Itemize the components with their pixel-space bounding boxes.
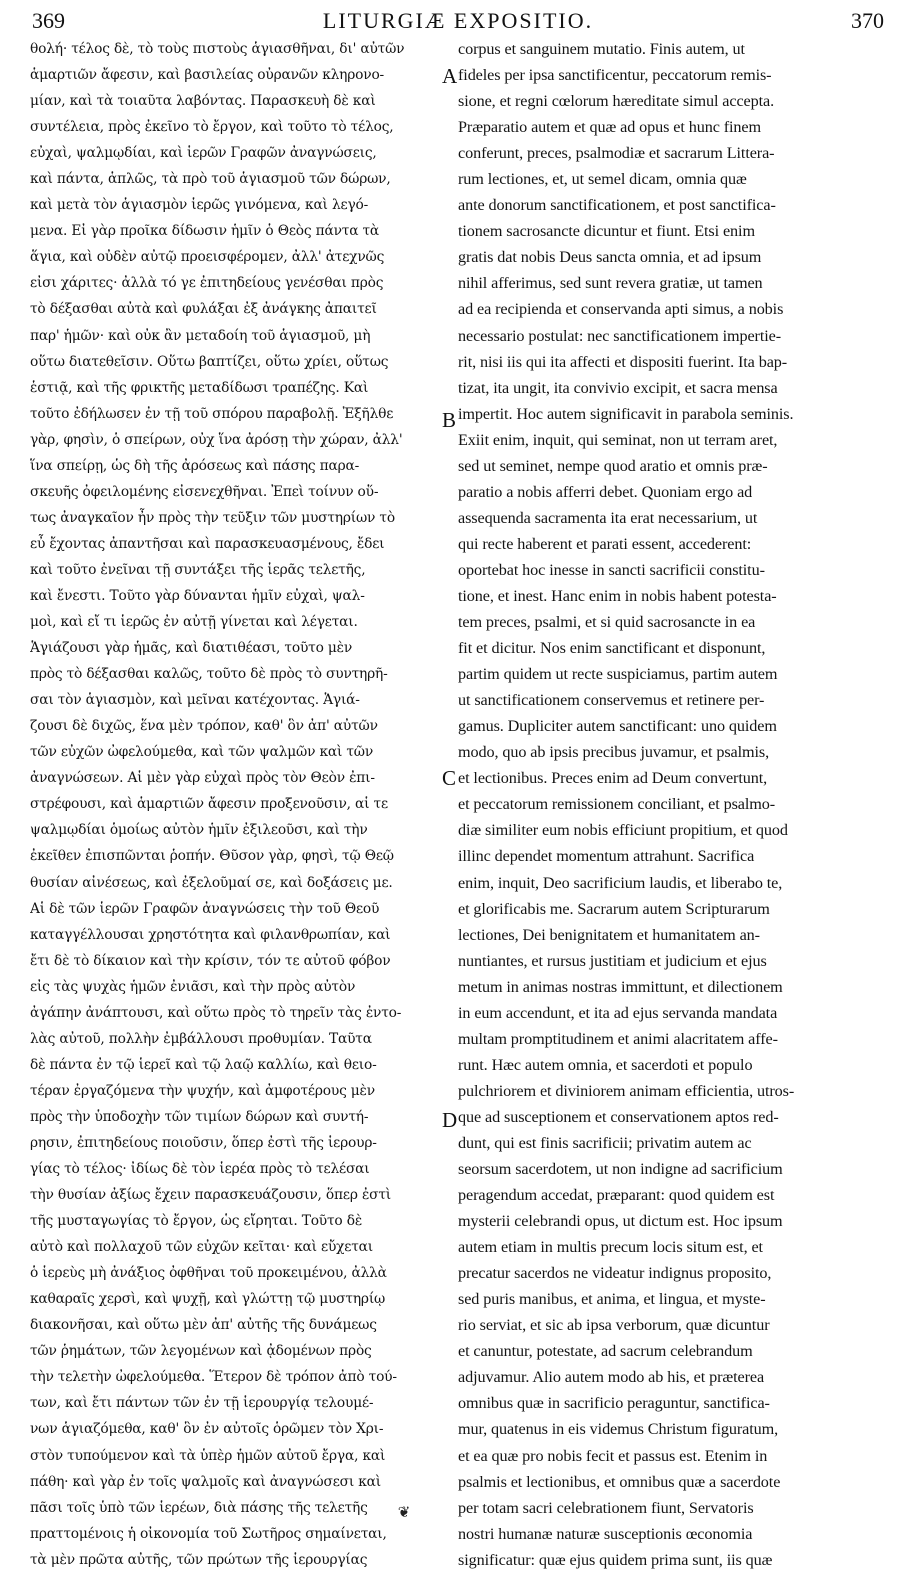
latin-text-line: et glorificabis me. Sacrarum autem Scripturarum bbox=[458, 899, 770, 918]
latin-text-line: metum in animas nostras immittunt, et dilectionem bbox=[458, 977, 783, 996]
latin-text-line: in eum accendunt, et ita ad ejus servanda mandata bbox=[458, 1003, 778, 1022]
greek-text-line: εὖ ἔχοντας ἀπαντῆσαι καὶ παρασκευασμένους, ἔδει bbox=[30, 535, 385, 552]
greek-text-line: εἰς τὰς ψυχὰς ἡμῶν ἐνιᾶσι, καὶ τὴν πρὸς αὐτὸν bbox=[30, 978, 356, 995]
latin-text-line: nostri humanæ naturæ susceptionis œconomia bbox=[458, 1524, 753, 1543]
section-marker-a: A bbox=[442, 64, 458, 88]
latin-text-line: ante donorum sanctificationem, et post sanctifica- bbox=[458, 196, 776, 215]
greek-text-line: πρὸς τὴν ὑποδοχὴν τῶν τιμίων δώρων καὶ συντή- bbox=[30, 1108, 369, 1125]
greek-text-line: ἔτι δὲ τὸ δίκαιον καὶ τὴν κρίσιν, τόν τε αὐτοῦ φόβον bbox=[30, 952, 391, 969]
greek-text-line: τέραν ἐργαζόμενα τὴν ψυχήν, καὶ ἀμφοτέρους μὲν bbox=[30, 1082, 375, 1099]
latin-text-line: autem etiam in multis precum locis situm est, et bbox=[458, 1238, 763, 1257]
latin-text-line: tem preces, psalmi, et si quid sacrosancte in ea bbox=[458, 613, 756, 632]
latin-text-line: mysterii celebrandi opus, ut dictum est. Hoc ipsum bbox=[458, 1212, 783, 1231]
latin-text-line: per totam sacri celebrationem fiunt, Servatoris bbox=[458, 1498, 754, 1517]
section-marker-b: B bbox=[442, 408, 457, 432]
greek-text-line: τὰ μὲν πρῶτα αὐτῆς, τῶν πρώτων τῆς ἱερουργίας bbox=[30, 1551, 368, 1568]
running-header bbox=[32, 6, 884, 36]
greek-text-line: τῆς μυσταγωγίας τὸ ἔργον, ὡς εἴρηται. Τοῦτο δὲ bbox=[30, 1213, 363, 1230]
greek-text-line: καὶ τοῦτο ἐνεῖναι τῇ συντάξει τῆς ἱερᾶς τελετῆς, bbox=[30, 561, 366, 578]
greek-text-line: διακονῆσαι, καὶ οὕτω μὲν ἀπ' αὐτῆς τῆς δυνάμεως bbox=[30, 1317, 377, 1334]
greek-text-line: στρέφουσι, καὶ ἁμαρτιῶν ἄφεσιν προξενοῦσιν, αἱ τε bbox=[30, 796, 388, 813]
greek-text-line: λὰς αὐτοῦ, πολλὴν ἐμβάλλουσι προθυμίαν. Ταῦτα bbox=[30, 1030, 372, 1047]
latin-text-line: tizat, ita ungit, ita convivio excipit, et sacra mensa bbox=[458, 378, 778, 397]
page-number-left: 369 bbox=[32, 8, 65, 33]
latin-text-line: impertit. Hoc autem significavit in parabola seminis. bbox=[458, 404, 794, 423]
greek-column bbox=[30, 36, 460, 1573]
greek-text-line: ἵνα σπείρῃ, ὡς δὴ τῆς ἀρόσεως καὶ πάσης παρα- bbox=[30, 457, 360, 474]
greek-text-line: γίας τὸ τέλος· ἰδίως δὲ τὸν ἱερέα πρὸς τὸ τελέσαι bbox=[30, 1161, 370, 1178]
latin-text-line: illinc dependet momentum attrahunt. Sacrifica bbox=[458, 847, 755, 866]
greek-text-line: στὸν τυπούμενον καὶ τὰ ὑπὲρ ἡμῶν αὐτοῦ ἔργα, καὶ bbox=[30, 1447, 386, 1464]
greek-text-line: τὴν τελετὴν ὠφελούμεθα. Ἕτερον δὲ τρόπον ἀπὸ τού- bbox=[30, 1369, 397, 1386]
latin-text-line: rit, nisi iis qui ita affecti et dispositi fuerint. Ita bap- bbox=[458, 352, 788, 371]
greek-text-line: μενα. Εἰ γὰρ προῖκα δίδωσιν ἡμῖν ὁ Θεὸς πάντα τὰ bbox=[30, 223, 380, 240]
running-title: LITURGIÆ EXPOSITIO. bbox=[322, 8, 594, 33]
latin-text-line: tione, et inest. Hanc enim in nobis habent potesta- bbox=[458, 586, 777, 605]
greek-text-line: αὐτὸ καὶ πολλαχοῦ τῶν εὐχῶν κεῖται· καὶ εὔχεται bbox=[30, 1239, 374, 1256]
latin-text-line: sed ut seminet, nempe quod aratio et omnis præ- bbox=[458, 456, 768, 475]
latin-text-line: runt. Hæc autem omnia, et sacerdoti et populo bbox=[458, 1055, 753, 1074]
page-number-right: 370 bbox=[851, 8, 884, 33]
ornament-mark: ❦ bbox=[397, 1503, 411, 1521]
greek-text-line: θυσίαν αἰνέσεως, καὶ ἐξελοῦμαί σε, καὶ δοξάσεις με. bbox=[30, 874, 393, 891]
latin-text-line: et ea quæ pro nobis fecit et passus est. Etenim in bbox=[458, 1446, 768, 1465]
greek-text-line: καὶ μετὰ τὸν ἁγιασμὸν ἱερῶς γινόμενα, καὶ λεγό- bbox=[30, 197, 369, 214]
latin-text-line: ad ea recipienda et conservanda apti simus, a nobis bbox=[458, 300, 784, 319]
greek-text-line: συντέλεια, πρὸς ἐκεῖνο τὸ ἔργον, καὶ τοῦτο τὸ τέλος, bbox=[30, 119, 394, 136]
greek-text-line: τὸ δέξασθαι αὐτὰ καὶ φυλάξαι ἐξ ἀνάγκης ἀπαιτεῖ bbox=[30, 301, 377, 318]
latin-text-line: fideles per ipsa sanctificentur, peccatorum remis- bbox=[458, 66, 772, 85]
greek-text-line: σκευῆς ὀφειλομένης εἰσενεχθῆναι. Ἐπεὶ τοίνυν οὕ- bbox=[30, 483, 379, 500]
greek-text-line: νων ἁγιαζόμεθα, καθ' ὃν ἐν αὐτοῖς ὁρῶμεν τὸν Χρι- bbox=[30, 1421, 384, 1438]
greek-text-line: μοὶ, καὶ εἴ τι ἱερῶς ἐν αὐτῇ γίνεται καὶ λέγεται. bbox=[30, 614, 358, 631]
latin-text-line: Exiit enim, inquit, qui seminat, non ut terram aret, bbox=[458, 430, 778, 449]
greek-text-line: των, καὶ ἔτι πάντων τῶν ἐν τῇ ἱερουργίᾳ τελουμέ- bbox=[30, 1395, 374, 1412]
latin-text-line: seorsum sacerdotem, ut non indigne ad sacrificium bbox=[458, 1160, 783, 1179]
greek-text-line: ἐκεῖθεν ἐπισπῶνται ῥοπήν. Θῦσον γὰρ, φησὶ, τῷ Θεῷ bbox=[30, 848, 394, 865]
latin-text-line: necessario postulat: nec sanctificationem impertie- bbox=[458, 326, 782, 345]
greek-text-line: τως ἀναγκαῖον ἦν πρὸς τὴν τεῦξιν τῶν μυστηρίων τὸ bbox=[30, 509, 395, 526]
latin-text-line: gamus. Dupliciter autem sanctificant: uno quidem bbox=[458, 717, 777, 736]
greek-text-line: παρ' ἡμῶν· καὶ οὐκ ἂν μεταδοίη τοῦ ἁγιασμοῦ, μὴ bbox=[30, 327, 371, 344]
latin-text-line: et lectionibus. Preces enim ad Deum convertunt, bbox=[458, 769, 768, 788]
latin-text-line: significatur: quæ ejus quidem prima sunt, iis quæ bbox=[458, 1550, 773, 1569]
greek-text-line: πᾶσι τοῖς ὑπὸ τῶν ἱερέων, διὰ πάσης τῆς τελετῆς bbox=[30, 1499, 368, 1516]
greek-text-line: καὶ ἔνεστι. Τοῦτο γὰρ δύνανται ἡμῖν εὐχαὶ, ψαλ- bbox=[30, 587, 365, 604]
section-marker-c: C bbox=[442, 766, 457, 790]
latin-text-line: mur, quatenus in eis videmus Christum figuratum, bbox=[458, 1420, 779, 1439]
greek-text-line: πάθη· καὶ γὰρ ἐν τοῖς ψαλμοῖς καὶ ἀναγνώσεσι καὶ bbox=[30, 1473, 382, 1490]
greek-text-line: καθαραῖς χερσὶ, καὶ ψυχῇ, καὶ γλώττῃ τῷ μυστηρίῳ bbox=[30, 1291, 386, 1308]
latin-text-line: peragendum accedat, præparant: quod quidem est bbox=[458, 1186, 775, 1205]
greek-text-line: Ἁγιάζουσι γὰρ ἡμᾶς, καὶ διατιθέασι, τοῦτο μὲν bbox=[30, 640, 353, 657]
latin-text-line: omnibus quæ in sacrificio peraguntur, sanctifica- bbox=[458, 1394, 770, 1413]
latin-text-line: gratis dat nobis Deus sancta omnia, et ad ipsum bbox=[458, 248, 762, 267]
greek-text-line: τὴν θυσίαν ἀξίως ἔχειν παρασκευάζουσιν, ὅπερ ἐστὶ bbox=[30, 1187, 392, 1204]
latin-text-line: sed puris manibus, et anima, et lingua, et myste- bbox=[458, 1290, 766, 1309]
latin-text-line: corpus et sanguinem mutatio. Finis autem, ut bbox=[458, 40, 745, 58]
latin-text-line: diæ similiter eum nobis efficiunt propitium, et quod bbox=[458, 821, 788, 840]
greek-text-line: Αἱ δὲ τῶν ἱερῶν Γραφῶν ἀναγνώσεις τὴν τοῦ Θεοῦ bbox=[30, 900, 380, 917]
greek-text-line: τοῦτο ἐδήλωσεν ἐν τῇ τοῦ σπόρου παραβολῇ. Ἐξῆλθε bbox=[30, 405, 394, 422]
greek-text-line: ζουσι δὲ διχῶς, ἕνα μὲν τρόπον, καθ' ὃν ἀπ' αὐτῶν bbox=[30, 718, 378, 735]
greek-text-line: μίαν, καὶ τὰ τοιαῦτα λαβόντας. Παρασκευὴ δὲ καὶ bbox=[30, 93, 376, 110]
greek-text-line: ἅγια, καὶ οὐδὲν αὐτῷ προεισφέρομεν, ἀλλ' ἀτεχνῶς bbox=[30, 249, 385, 266]
greek-text-line: πρὸς τὸ δέξασθαι καλῶς, τοῦτο δὲ πρὸς τὸ συντηρῆ- bbox=[30, 666, 388, 683]
latin-text-line: enim, inquit, Deo sacrificium laudis, et liberabo te, bbox=[458, 873, 783, 892]
greek-text-line: καταγγέλλουσαι χρηστότητα καὶ φιλανθρωπίαν, καὶ bbox=[30, 926, 391, 943]
latin-text-line: Præparatio autem et quæ ad opus et hunc finem bbox=[458, 118, 761, 137]
greek-text-line: εἰσι χάριτες· ἀλλὰ τό γε ἐπιτηδείους γενέσθαι πρὸς bbox=[30, 275, 384, 292]
latin-text-line: fit et dicitur. Nos enim sanctificant et disponunt, bbox=[458, 639, 766, 658]
latin-text-line: precatur sacerdos ne videatur indignus proposito, bbox=[458, 1264, 772, 1283]
latin-text-line: partim quidem ut recte suspiciamus, partim autem bbox=[458, 665, 778, 684]
greek-text-line: ὁ ἱερεὺς μὴ ἀνάξιος ὀφθῆναι τοῦ προκειμένου, ἀλλὰ bbox=[30, 1265, 387, 1282]
greek-text-line: ἀναγνώσεων. Αἱ μὲν γὰρ εὐχαὶ πρὸς τὸν Θεὸν ἐπι- bbox=[30, 770, 375, 787]
latin-text-line: et peccatorum remissionem conciliant, et psalmo- bbox=[458, 795, 776, 814]
greek-text-line: ἀγάπην ἀνάπτουσι, καὶ οὕτω πρὸς τὸ τηρεῖν τὰς ἐντο- bbox=[30, 1004, 402, 1021]
latin-text-line: rio serviat, et sic ab ipsa verborum, quæ dicuntur bbox=[458, 1316, 770, 1335]
latin-text-line: et canuntur, potestate, ad sacrum celebrandum bbox=[458, 1342, 753, 1361]
latin-column bbox=[458, 36, 886, 1573]
latin-text-line: multam promptitudinem et animi alacritatem affe- bbox=[458, 1029, 778, 1048]
latin-text-line: paratio a nobis afferri debet. Quoniam ergo ad bbox=[458, 482, 753, 501]
section-marker-d: D bbox=[442, 1108, 458, 1132]
latin-text-line: dunt, qui est finis sacrificii; privatim autem ac bbox=[458, 1133, 752, 1152]
greek-text-line: θολή· τέλος δὲ, τὸ τοὺς πιστοὺς ἁγιασθῆναι, δι' αὐτῶν bbox=[30, 41, 405, 57]
latin-text-line: adjuvamur. Alio autem modo ab his, et præterea bbox=[458, 1368, 765, 1387]
latin-text-line: que ad susceptionem et conservationem aptos red- bbox=[458, 1107, 779, 1126]
greek-text-line: γὰρ, φησὶν, ὁ σπείρων, οὐχ ἵνα ἀρόσῃ τὴν χώραν, ἀλλ' bbox=[30, 431, 403, 448]
greek-text-line: δὲ πάντα ἐν τῷ ἱερεῖ καὶ τῷ λαῷ καλλίω, καὶ θειο- bbox=[30, 1056, 377, 1073]
latin-text-line: tionem sacrosancte dicuntur et fiunt. Etsi enim bbox=[458, 222, 755, 241]
latin-text-line: oportebat hoc inesse in sancti sacrificii constitu- bbox=[458, 560, 765, 579]
greek-text-line: τῶν εὐχῶν ὠφελούμεθα, καὶ τῶν ψαλμῶν καὶ τῶν bbox=[30, 744, 374, 761]
latin-text-line: assequenda sacramenta ita erat necessarium, ut bbox=[458, 508, 758, 527]
latin-text-line: modo, quo ab ipsis precibus juvamur, et psalmis, bbox=[458, 743, 770, 762]
latin-text-line: rum lectiones, et, ut semel dicam, omnia quæ bbox=[458, 170, 747, 189]
latin-text-line: qui recte haberent et parati essent, accederent: bbox=[458, 534, 752, 553]
latin-text-line: sione, et regni cœlorum hæreditate simul accepta. bbox=[458, 92, 775, 111]
greek-text-line: τῶν ῥημάτων, τῶν λεγομένων καὶ ᾀδομένων πρὸς bbox=[30, 1343, 372, 1360]
greek-text-line: καὶ πάντα, ἁπλῶς, τὰ πρὸ τοῦ ἁγιασμοῦ τῶν δώρων, bbox=[30, 171, 391, 188]
latin-text-line: lectiones, Dei benignitatem et humanitatem an- bbox=[458, 925, 760, 944]
greek-text-line: σαι τὸν ἁγιασμὸν, καὶ μεῖναι κατέχοντας. Ἁγιά- bbox=[30, 692, 360, 709]
latin-text-line: ut sanctificationem conservemus et retinere per- bbox=[458, 691, 765, 710]
latin-text-line: nuntiantes, et rursus justitiam et judicium et ejus bbox=[458, 951, 767, 970]
latin-text-line: nihil afferimus, sed sunt revera gratiæ, ut tamen bbox=[458, 274, 763, 293]
greek-text-line: ρησιν, ἐπιτηδείους ποιοῦσιν, ὅπερ ἐστὶ τῆς ἱερουρ- bbox=[30, 1134, 377, 1151]
latin-text-line: conferunt, preces, psalmodiæ et sacrarum Littera- bbox=[458, 144, 775, 163]
latin-text-line: psalmis et lectionibus, et omnibus quæ a sacerdote bbox=[458, 1472, 781, 1491]
greek-text-line: ἑστιᾷ, καὶ τῆς φρικτῆς μεταδίδωσι τραπέζης. Καὶ bbox=[30, 379, 369, 396]
greek-text-line: πραττομένοις ἡ οἰκονομία τοῦ Σωτῆρος σημαίνεται, bbox=[30, 1525, 387, 1542]
greek-text-line: ψαλμῳδίαι ὁμοίως αὐτὸν ἡμῖν ἐξιλεοῦσι, καὶ τὴν bbox=[30, 822, 368, 839]
greek-text-line: εὐχαὶ, ψαλμῳδίαι, καὶ ἱερῶν Γραφῶν ἀναγνώσεις, bbox=[30, 145, 377, 162]
latin-text-line: pulchriorem et diviniorem animam efficientia, utros- bbox=[458, 1081, 795, 1100]
greek-text-line: ἁμαρτιῶν ἄφεσιν, καὶ βασιλείας οὐρανῶν κληρονο- bbox=[30, 67, 385, 84]
greek-text-line: οὕτω διατεθεῖσιν. Οὕτω βαπτίζει, οὕτω χρίει, οὕτως bbox=[30, 353, 389, 370]
